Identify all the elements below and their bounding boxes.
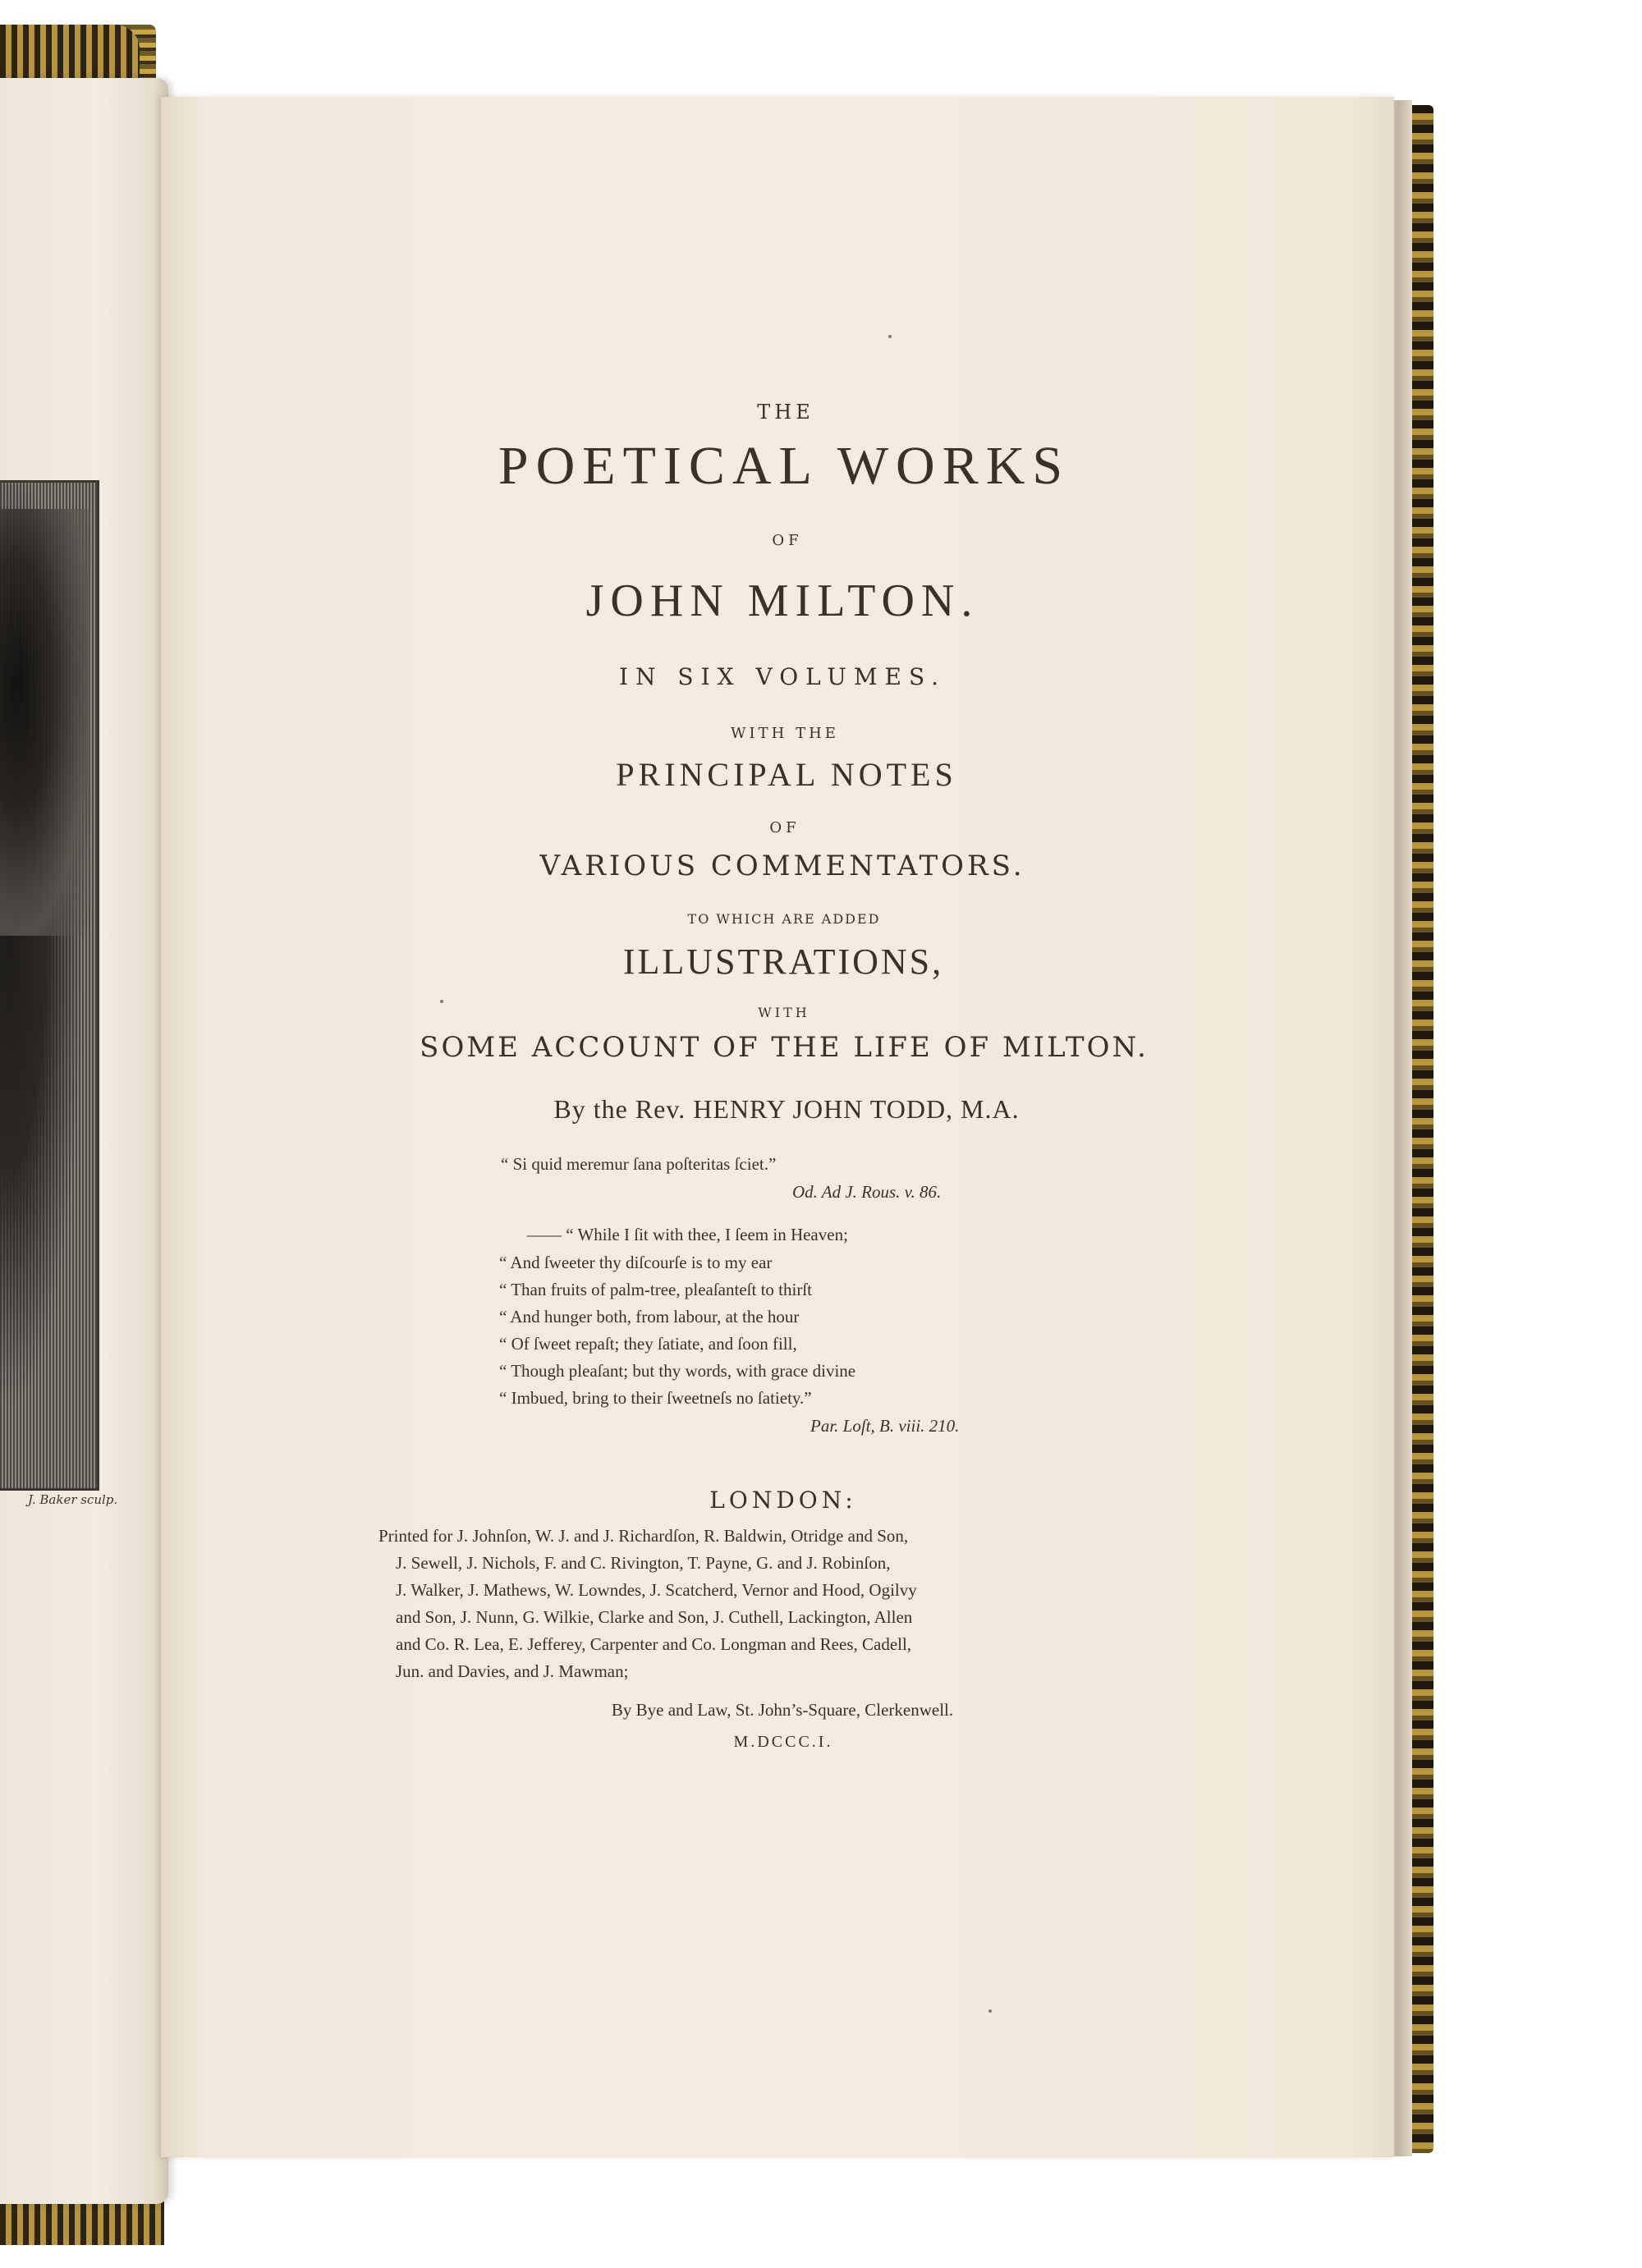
- editor-line: By the Rev. HENRY JOHN TODD, M.A.: [553, 1094, 1020, 1124]
- principal-notes: PRINCIPAL NOTES: [616, 756, 957, 793]
- left-board-top-tooling: [0, 25, 140, 82]
- notes-of: OF: [769, 819, 800, 836]
- paper-fleck: [988, 2009, 992, 2013]
- epigraph-line: “ And hunger both, from labour, at the hour: [499, 1307, 800, 1326]
- author-name: JOHN MILTON.: [585, 575, 979, 626]
- title-the: THE: [757, 401, 814, 424]
- epigraph-line: “ Imbued, bring to their ſweetneſs no ſatiety.”: [499, 1388, 812, 1408]
- epigraph-line: “ Of ſweet repaſt; they ſatiate, and ſoon fill,: [499, 1334, 797, 1354]
- epigraph-latin: “ Si quid meremur ſana poſteritas ſciet.”: [501, 1154, 777, 1174]
- volume-count: IN SIX VOLUMES.: [618, 663, 947, 690]
- imprint-line: J. Walker, J. Mathews, W. Lowndes, J. Scatcherd, Vernor and Hood, Ogilvy: [396, 1580, 917, 1600]
- epigraph-line: “ And ſweeter thy diſcourſe is to my ear: [499, 1253, 773, 1272]
- title-page-text: [161, 97, 1394, 2157]
- printer-line: By Bye and Law, St. John’s-Square, Clerkenwell.: [611, 1700, 954, 1720]
- with-the: WITH THE: [731, 725, 839, 742]
- to-which-are-added: TO WHICH ARE ADDED: [687, 911, 881, 927]
- imprint-line: J. Sewell, J. Nichols, F. and C. Rivington, T. Payne, G. and J. Robinſon,: [396, 1553, 891, 1573]
- paper-fleck: [440, 1000, 443, 1003]
- various-commentators: VARIOUS COMMENTATORS.: [539, 850, 1025, 882]
- imprint-place: LONDON:: [709, 1487, 857, 1514]
- title-of: OF: [772, 532, 803, 549]
- imprint-line: Jun. and Davies, and J. Mawman;: [396, 1661, 629, 1681]
- epigraph-latin-source: Od. Ad J. Rous. v. 86.: [792, 1182, 942, 1202]
- engraver-credit: J. Baker sculp.: [28, 1492, 118, 1507]
- with-label: WITH: [758, 1005, 810, 1020]
- epigraph-line: —— “ While I ſit with thee, I ſeem in Heaven;: [527, 1225, 848, 1244]
- illustrations: ILLUSTRATIONS,: [622, 942, 944, 982]
- epigraph-line: “ Than fruits of palm-tree, pleaſanteſt to thirſt: [499, 1280, 812, 1299]
- imprint-line: and Co. R. Lea, E. Jefferey, Carpenter and Co. Longman and Rees, Cadell,: [396, 1634, 912, 1654]
- publication-date: M.DCCC.I.: [733, 1733, 833, 1751]
- imprint-line: and Son, J. Nunn, G. Wilkie, Clarke and Son, J. Cuthell, Lackington, Allen: [396, 1607, 913, 1627]
- imprint-line: Printed for J. Johnſon, W. J. and J. Richardſon, R. Baldwin, Otridge and Son,: [378, 1526, 909, 1546]
- life-of-milton: SOME ACCOUNT OF THE LIFE OF MILTON.: [420, 1031, 1149, 1064]
- book-title: POETICAL WORKS: [498, 436, 1071, 496]
- paper-fleck: [888, 335, 892, 338]
- portrait-figure-shading: [0, 509, 90, 936]
- epigraph-line: “ Though pleaſant; but thy words, with grace divine: [499, 1361, 856, 1381]
- epigraph-source: Par. Loſt, B. viii. 210.: [810, 1416, 960, 1436]
